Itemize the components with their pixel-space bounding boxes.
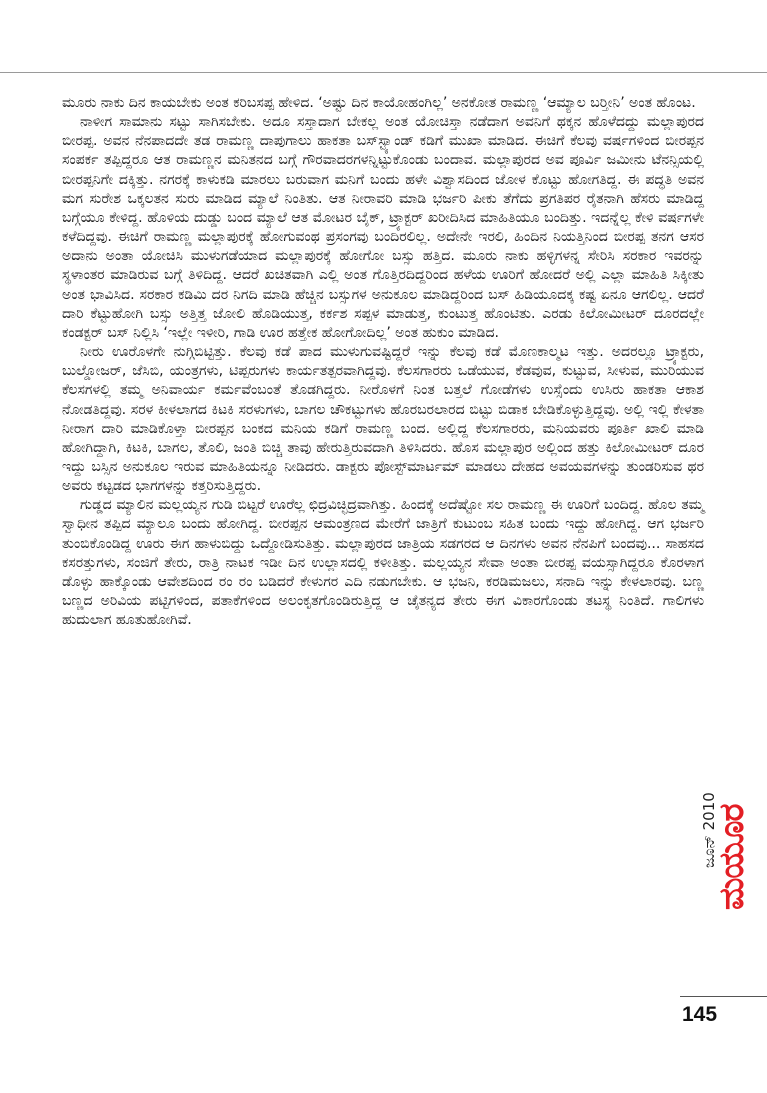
issue-date-text: ಜೂನ್ 2010 [700,792,718,868]
article-body [62,94,704,630]
paragraph-2: ನಾಳೀಗ ಸಾಮಾನು ಸಟ್ಟು ಸಾಗಿಸಬೇಕು. ಅದೂ ಸಸ್ತಾದಾಗ ಬೇಕಲ್ಲ ಅಂತ ಯೋಚಿಸ್ತಾ ನಡೆದಾಗ ಅವನಿಗೆ ಥಕ್ಕನ ಹೊಳೆದದ್ದು ಮಲ್ಲಾಪುರದ ಬೀರಪ್ಪ. ಅವನ ನೆನಪಾದದೇ ತಡ ರಾಮಣ್ಣ ದಾಪುಗಾಲು ಹಾಕತಾ ಬಸ್‌ಸ್ಟ್ಯಾಂಡ್ ಕಡಿಗೆ ಮುಖಾ ಮಾಡಿದ. ಈಚಿಗೆ ಕೆಲವು ವರ್ಷಗಳಿಂದ ಬೀರಪ್ಪನ ಸಂಪರ್ಕ ತಪ್ಪಿದ್ದರೂ ಆತ ರಾಮಣ್ಣನ ಮನಿತನದ ಬಗ್ಗೆ ಗೌರವಾದರಗಳನ್ನಿಟ್ಟುಕೊಂಡು ಬಂದಾವ. ಮಲ್ಲಾಪುರದ ಅವ ಪೂರ್ವಿ ಜಮೀನು ಟೆನನ್ಸಿಯಲ್ಲಿ ಬೀರಪ್ಪನಿಗೇ ದಕ್ಕಿತ್ತು. ನಗರಕ್ಕೆ ಕಾಳುಕಡಿ ಮಾರಲು ಬರುವಾಗ ಮನಿಗೆ ಬಂದು ಹಳೇ ವಿಶ್ವಾಸದಿಂದ ಜೋಳ ಕೊಟ್ಟು ಹೋಗತಿದ್ದ. ಈ ಪದ್ಧತಿ ಅವನ ಮಗ ಸುರೇಶ ಒಕ್ಕಲತನ ಸುರು ಮಾಡಿದ ಮ್ಯಾಲೆ ನಿಂತಿತು. ಆತ ನೀರಾವರಿ ಮಾಡಿ ಭರ್ಜರಿ ಪೀಕು ತೆಗೆದು ಪ್ರಗತಿಪರ ರೈತನಾಗಿ ಹೆಸರು ಮಾಡಿದ್ದ ಬಗ್ಗೆಯೂ ಕೇಳಿದ್ದ. ಹೊಳಿಯ ದುಡ್ಡು ಬಂದ ಮ್ಯಾಲೆ ಆತ ಮೋಟರ ಬೈಕ್, ಟ್ರ್ಯಾಕ್ಟರ್ ಖರೀದಿಸಿದ ಮಾಹಿತಿಯೂ ಬಂದಿತ್ತು. ಇದನ್ನೆಲ್ಲ ಕೇಳಿ ವರ್ಷಗಳೇ ಕಳೆದಿದ್ದವು. ಈಚಿಗೆ ರಾಮಣ್ಣ ಮಲ್ಲಾಪುರಕ್ಕೆ ಹೋಗುವಂಥ ಪ್ರಸಂಗವು ಬಂದಿರಲಿಲ್ಲ. ಅದೇನೇ ಇರಲಿ, ಹಿಂದಿನ ನಿಯತ್ತಿನಿಂದ ಬೀರಪ್ಪ ತನಗ ಆಸರ ಅದಾನು ಅಂತಾ ಯೋಚಿಸಿ ಮುಳುಗಡೆಯಾದ ಮಲ್ಲಾಪುರಕ್ಕೆ ಹೋಗೋ ಬಸ್ಸು ಹತ್ತಿದ. ಮೂರು ನಾಕು ಹಳ್ಳಿಗಳನ್ನ ಸೇರಿಸಿ ಸರಕಾರ ಇವರನ್ನು ಸ್ಥಳಾಂತರ ಮಾಡಿರುವ ಬಗ್ಗೆ ತಿಳಿದಿದ್ದ. ಆದರೆ ಖಚಿತವಾಗಿ ಎಲ್ಲಿ ಅಂತ ಗೊತ್ತಿರದಿದ್ದರಿಂದ ಹಳೆಯ ಊರಿಗೆ ಹೋದರೆ ಅಲ್ಲಿ ಎಲ್ಲಾ ಮಾಹಿತಿ ಸಿಕ್ಕೀತು ಅಂತ ಭಾವಿಸಿದ. ಸರಕಾರ ಕಡಿಮಿ ದರ ನಿಗದಿ ಮಾಡಿ ಹೆಚ್ಚಿನ ಬಸ್ಸುಗಳ ಅನುಕೂಲ ಮಾಡಿದ್ದರಿಂದ ಬಸ್ ಹಿಡಿಯೂದಕ್ಕ ಕಷ್ಟ ಏನೂ ಆಗಲಿಲ್ಲ. ಆದರೆ ದಾರಿ ಕೆಟ್ಟುಹೋಗಿ ಬಸ್ಸು ಅತ್ತಿತ್ತ ಜೋಲಿ ಹೊಡಿಯುತ್ತ, ಕರ್ಕಶ ಸಪ್ಪಳ ಮಾಡುತ್ತ, ಕುಂಟುತ್ತ ಹೊಂಟಿತು. ಎರಡು ಕಿಲೋಮೀಟರ್ ದೂರದಲ್ಲೇ ಕಂಡಕ್ಟರ್ ಬಸ್ ನಿಲ್ಲಿಸಿ ‘ಇಲ್ಲೇ ಇಳೀರಿ, ಗಾಡಿ ಊರ ಹತ್ತೇಕ ಹೋಗೋದಿಲ್ಲ’ ಅಂತ ಹುಕುಂ ಮಾಡಿದ. [62,114,704,341]
top-rule [0,72,767,73]
paragraph-1: ಮೂರು ನಾಕು ದಿನ ಕಾಯಬೇಕು ಅಂತ ಕರಿಬಸಪ್ಪ ಹೇಳಿದ. ‘ಅಷ್ಟು ದಿನ ಕಾಯೋಹಂಗಿಲ್ಲ’ ಅನಕೋತ ರಾಮಣ್ಣ ‘ಆಮ್ಯಾಲ ಬರ‍್ತೀನಿ’ ಅಂತ ಹೊಂಟ. [62,95,696,111]
paragraph-4: ಗುಡ್ಡದ ಮ್ಯಾಲಿನ ಮಲ್ಲಯ್ಯನ ಗುಡಿ ಬಿಟ್ಟರೆ ಊರೆಲ್ಲ ಛಿದ್ರವಿಚ್ಛಿದ್ರವಾಗಿತ್ತು. ಹಿಂದಕ್ಕೆ ಅದೆಷ್ಟೋ ಸಲ ರಾಮಣ್ಣ ಈ ಊರಿಗೆ ಬಂದಿದ್ದ. ಹೊಲ ತಮ್ಮ ಸ್ವಾಧೀನ ತಪ್ಪಿದ ಮ್ಯಾಲೂ ಬಂದು ಹೋಗಿದ್ದ. ಬೀರಪ್ಪನ ಆಮಂತ್ರಣದ ಮೇರೆಗೆ ಜಾತ್ರಿಗೆ ಕುಟುಂಬ ಸಹಿತ ಬಂದು ಇದ್ದು ಹೋಗಿದ್ದ. ಆಗ ಭರ್ಜರಿ ತುಂಬಿಕೊಂಡಿದ್ದ ಊರು ಈಗ ಹಾಳುಬಿದ್ದು ಒದ್ದೋಡಿಸುತಿತ್ತು. ಮಲ್ಲಾಪುರದ ಜಾತ್ರಿಯ ಸಡಗರದ ಆ ದಿನಗಳು ಅವನ ನೆನಪಿಗೆ ಬಂದವು... ಸಾಹಸದ ಕಸರತ್ತುಗಳು, ಸಂಜಿಗೆ ತೇರು, ರಾತ್ರಿ ನಾಟಕ ಇಡೀ ದಿನ ಉಲ್ಲಾಸದಲ್ಲಿ ಕಳೀತಿತ್ತು. ಮಲ್ಲಯ್ಯನ ಸೇವಾ ಅಂತಾ ಬೀರಪ್ಪ ವಯಸ್ಸಾಗಿದ್ದರೂ ಕೊರಳಾಗ ಡೊಳ್ಳು ಹಾಕ್ಕೊಂಡು ಆವೇಶದಿಂದ ರಂ ರಂ ಬಡಿದರೆ ಕೇಳುಗರ ಎದಿ ನಡುಗಬೇಕು. ಆ ಭಜನಿ, ಕರಡಿಮಜಲು, ಸನಾದಿ ಇನ್ನು ಕೇಳಲಾರವು. ಬಣ್ಣ ಬಣ್ಣದ ಅರಿವಿಯ ಪಟ್ಟಿಗಳಿಂದ, ಪತಾಕೆಗಳಿಂದ ಅಲಂಕೃತಗೊಂಡಿರುತ್ತಿದ್ದ ಆ ಚೈತನ್ಯದ ತೇರು ಈಗ ವಿಕಾರಗೊಂಡು ತಟಸ್ಥ ನಿಂತಿದೆ. ಗಾಲಿಗಳು ಹುದುಲಾಗ ಹೂತುಹೋಗಿವೆ. [62,497,704,629]
magazine-title-text: ಮಯೂರ [712,804,752,910]
page-number: 145 [682,1003,718,1026]
footer-rule [680,996,767,997]
paragraph-3: ನೀರು ಊರೊಳಗೇ ನುಗ್ಗಿಬಿಟ್ಟಿತ್ತು. ಕೆಲವು ಕಡೆ ಪಾದ ಮುಳುಗುವಷ್ಟಿದ್ದರೆ ಇನ್ನು ಕೆಲವು ಕಡೆ ಮೊಣಕಾಲ್ಮಟ ಇತ್ತು. ಅದರಲ್ಲೂ ಟ್ರ್ಯಾಕ್ಟರು, ಬುಲ್ಡೋಜರ್, ಜೆಸಿಬಿ, ಯಂತ್ರಗಳು, ಟಿಪ್ಪರುಗಳು ಕಾರ್ಯತತ್ಪರವಾಗಿದ್ದವು. ಕೆಲಸಗಾರರು ಒಡೆಯುವ, ಕೆಡವುವ, ಕುಟ್ಟುವ, ಸೀಳುವ, ಮುರಿಯುವ ಕೆಲಸಗಳಲ್ಲಿ ತಮ್ಮ ಅನಿವಾರ್ಯ ಕರ್ಮವೆಂಬಂತೆ ತೊಡಗಿದ್ದರು. ನೀರೊಳಗೆ ನಿಂತ ಬತ್ತಲೆ ಗೋಡೆಗಳು ಉಸ್ಸೆಂದು ಉಸಿರು ಹಾಕತಾ ಆಕಾಶ ನೋಡತಿದ್ದವು. ಸರಳ ಕೀಳಲಾಗದ ಕಿಟಕಿ ಸರಳುಗಳು, ಬಾಗಲ ಚೌಕಟ್ಟುಗಳು ಹೊರಬರಲಾರದ ಬಿಟ್ಟು ಬಿಡಾಕ ಬೇಡಿಕೊಳ್ಳುತ್ತಿದ್ದವು. ಅಲ್ಲಿ ಇಲ್ಲಿ ಕೇಳತಾ ನೀರಾಗ ದಾರಿ ಮಾಡಿಕೊಳ್ತಾ ಬೀರಪ್ಪನ ಬಂಕದ ಮನಿಯ ಕಡಿಗೆ ರಾಮಣ್ಣ ಬಂದ. ಅಲ್ಲಿದ್ದ ಕೆಲಸಗಾರರು, ಮನಿಯವರು ಪೂರ್ತಿ ಖಾಲಿ ಮಾಡಿ ಹೋಗಿದ್ದಾಗಿ, ಕಿಟಕಿ, ಬಾಗಲ, ತೊಲಿ, ಜಂತಿ ಬಿಚ್ಚಿ ತಾವು ಹೇರುತ್ತಿರುವದಾಗಿ ತಿಳಿಸಿದರು. ಹೊಸ ಮಲ್ಲಾಪುರ ಅಲ್ಲಿಂದ ಹತ್ತು ಕಿಲೋಮೀಟರ್ ದೂರ ಇದ್ದು ಬಸ್ಸಿನ ಅನುಕೂಲ ಇರುವ ಮಾಹಿತಿಯನ್ನೂ ನೀಡಿದರು. ಡಾಕ್ಟರು ಪೋಸ್ಟ್‌ಮಾರ್ಟಮ್ ಮಾಡಲು ದೇಹದ ಅವಯವಗಳನ್ನು ತುಂಡರಿಸುವ ಥರ ಅವರು ಕಟ್ಟಡದ ಭಾಗಗಳನ್ನು ಕತ್ತರಿಸುತ್ತಿದ್ದರು. [62,344,704,495]
